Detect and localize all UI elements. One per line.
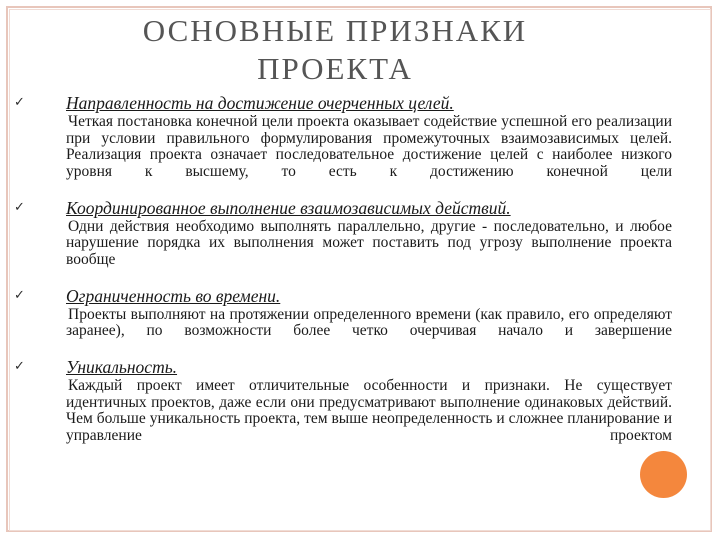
list-item [14,285,672,357]
item-text: Проекты выполняют на протяжении определенного времени (как правило, его определяют заранее), по возможности более четко очерчивая начало и завершение [66,305,672,339]
decorative-orange-circle [640,451,687,498]
checkmark-icon: ✓ [14,199,25,215]
feature-list [14,93,672,463]
item-text: Одни действия необходимо выполнять параллельно, другие - последовательно, и любое нарушение порядка их выполнения может поставить под угрозу выполнение проекта вообще [66,217,672,268]
title-line-2: ПРОЕКТА [257,51,413,86]
slide-title [110,12,560,88]
item-heading: Ограниченность во времени. [66,285,281,306]
list-item [14,93,672,197]
item-heading: Направленность на достижение очерченных целей. [66,93,454,113]
item-heading: Координированное выполнение взаимозависимых действий. [66,197,511,218]
checkmark-icon: ✓ [14,95,25,110]
item-heading: Уникальность. [66,357,178,377]
list-item [14,197,672,285]
list-item [14,357,672,461]
item-text: Каждый проект имеет отличительные особенности и признаки. Не существует идентичных проектов, даже если они предусматривают выполнение одинаковых действий. Чем больше уникальность проекта, тем выше неопределенность и сложнее планирование и управление проектом [66,377,672,444]
checkmark-icon: ✓ [14,359,25,374]
title-line-1: ОСНОВНЫЕ ПРИЗНАКИ [142,13,528,48]
checkmark-icon: ✓ [14,287,25,303]
item-text: Четкая постановка конечной цели проекта оказывает содействие успешной его реализации при условии правильного формулирования промежуточных взаимозависимых целей. Реализация проекта означает последовательное достижение целей с наиболее низкого уровня к высшему, то есть к достижению конечной цели [66,113,672,180]
